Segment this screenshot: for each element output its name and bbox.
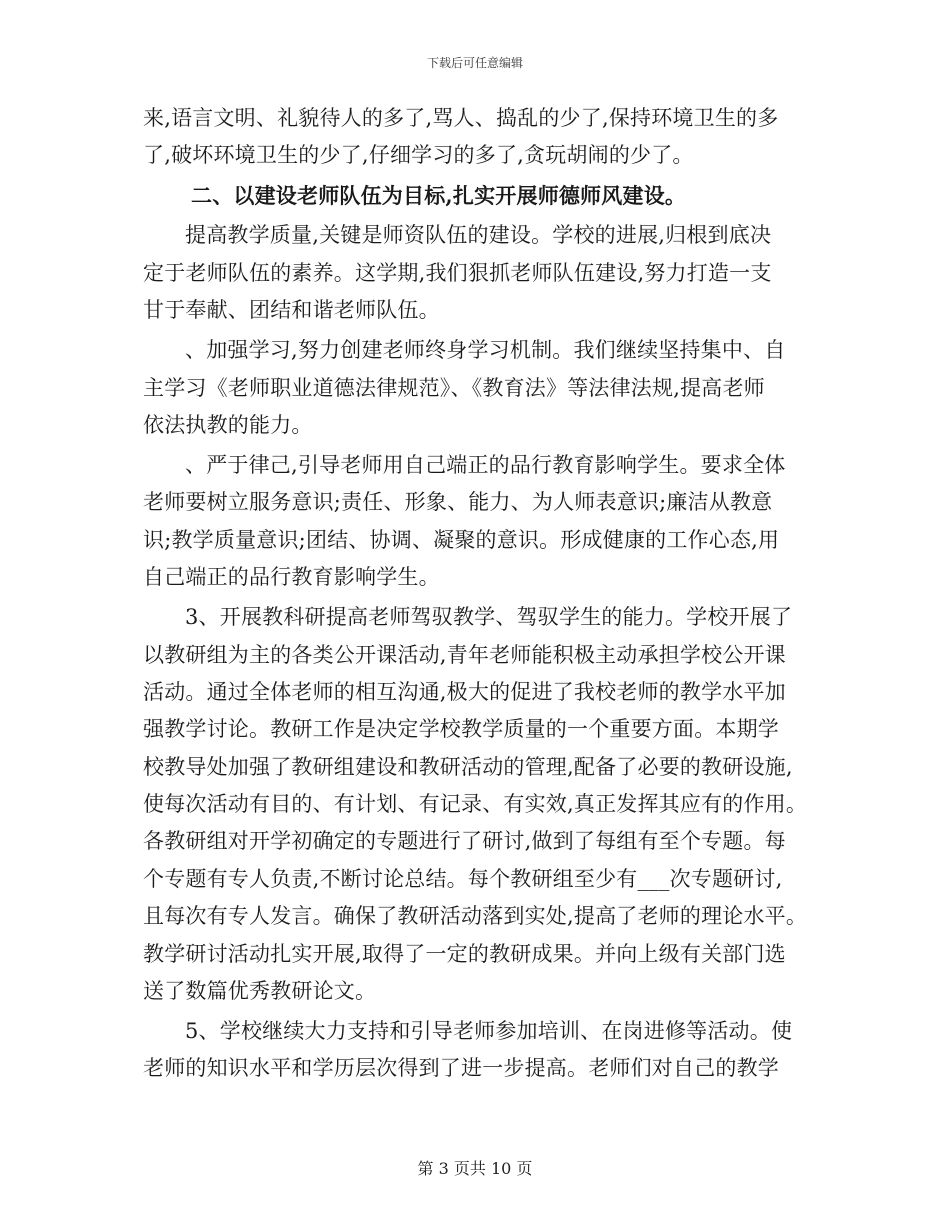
text-line: 识;教学质量意识;团结、协调、凝聚的意识。形成健康的工作心态,用 [143,527,780,552]
text-line: 各教研组对开学初确定的专题进行了研讨,做到了每组有至个专题。每 [143,829,786,854]
text-line: 、严于律己,引导老师用自己端正的品行教育影响学生。要求全体 [185,452,786,477]
text-line: 自己端正的品行教育影响学生。 [143,565,440,590]
text-line: 依法执教的能力。 [143,412,313,437]
text-line: 定于老师队伍的素养。这学期,我们狠抓老师队伍建设,努力打造一支 [143,260,772,285]
text-line: 3、开展教科研提高老师驾驭教学、驾驭学生的能力。学校开展了 [185,605,793,630]
text-line: 提高教学质量,关键是师资队伍的建设。学校的进展,归根到底决 [185,223,772,248]
text-line: 5、学校继续大力支持和引导老师参加培训、在岗进修等活动。使 [185,1019,793,1044]
text-line: 强教学讨论。教研工作是决定学校教学质量的一个重要方面。本期学 [143,717,779,742]
text-line: 老师的知识水平和学历层次得到了进一步提高。老师们对自己的教学 [143,1056,779,1081]
text-line: 教学研讨活动扎实开展,取得了一定的教研成果。并向上级有关部门选 [143,941,786,966]
page-number: 第 3 页共 10 页 [417,1159,533,1178]
text-line: 来,语言文明、礼貌待人的多了,骂人、捣乱的少了,保持环境卫生的多 [143,106,779,130]
text-line: 且每次有专人发言。确保了教研活动落到实处,提高了老师的理论水平。 [143,904,808,929]
text-line: 校教导处加强了教研组建设和教研活动的管理,配备了必要的教研设施, [143,754,793,779]
text-line: 、加强学习,努力创建老师终身学习机制。我们继续坚持集中、自 [185,338,786,363]
section-heading: 二、以建设老师队伍为目标,扎实开展师德师风建设。 [191,183,687,209]
text-line: 甘于奉献、团结和谐老师队伍。 [143,298,440,323]
text-line: 使每次活动有目的、有计划、有记录、有实效,真正发挥其应有的作用。 [143,792,808,817]
text-line: 以教研组为主的各类公开课活动,青年老师能积极主动承担学校公开课 [143,642,786,667]
document-body [143,108,823,1096]
text-line: 送了数篇优秀教研论文。 [143,979,377,1004]
text-line: 了,破坏环境卫生的少了,仔细学习的多了,贪玩胡闹的少了。 [143,143,694,168]
text-line: 个专题有专人负责,不断讨论总结。每个教研组至少有___次专题研讨, [143,866,783,891]
text-line: 老师要树立服务意识;责任、形象、能力、为人师表意识;廉洁从教意 [143,490,773,515]
page-header: 下载后可任意编辑 [426,56,523,70]
text-line: 活动。通过全体老师的相互沟通,极大的促进了我校老师的教学水平加 [143,679,786,704]
text-line: 主学习《老师职业道德法律规范》、《教育法》等法律法规,提高老师 [143,375,765,400]
